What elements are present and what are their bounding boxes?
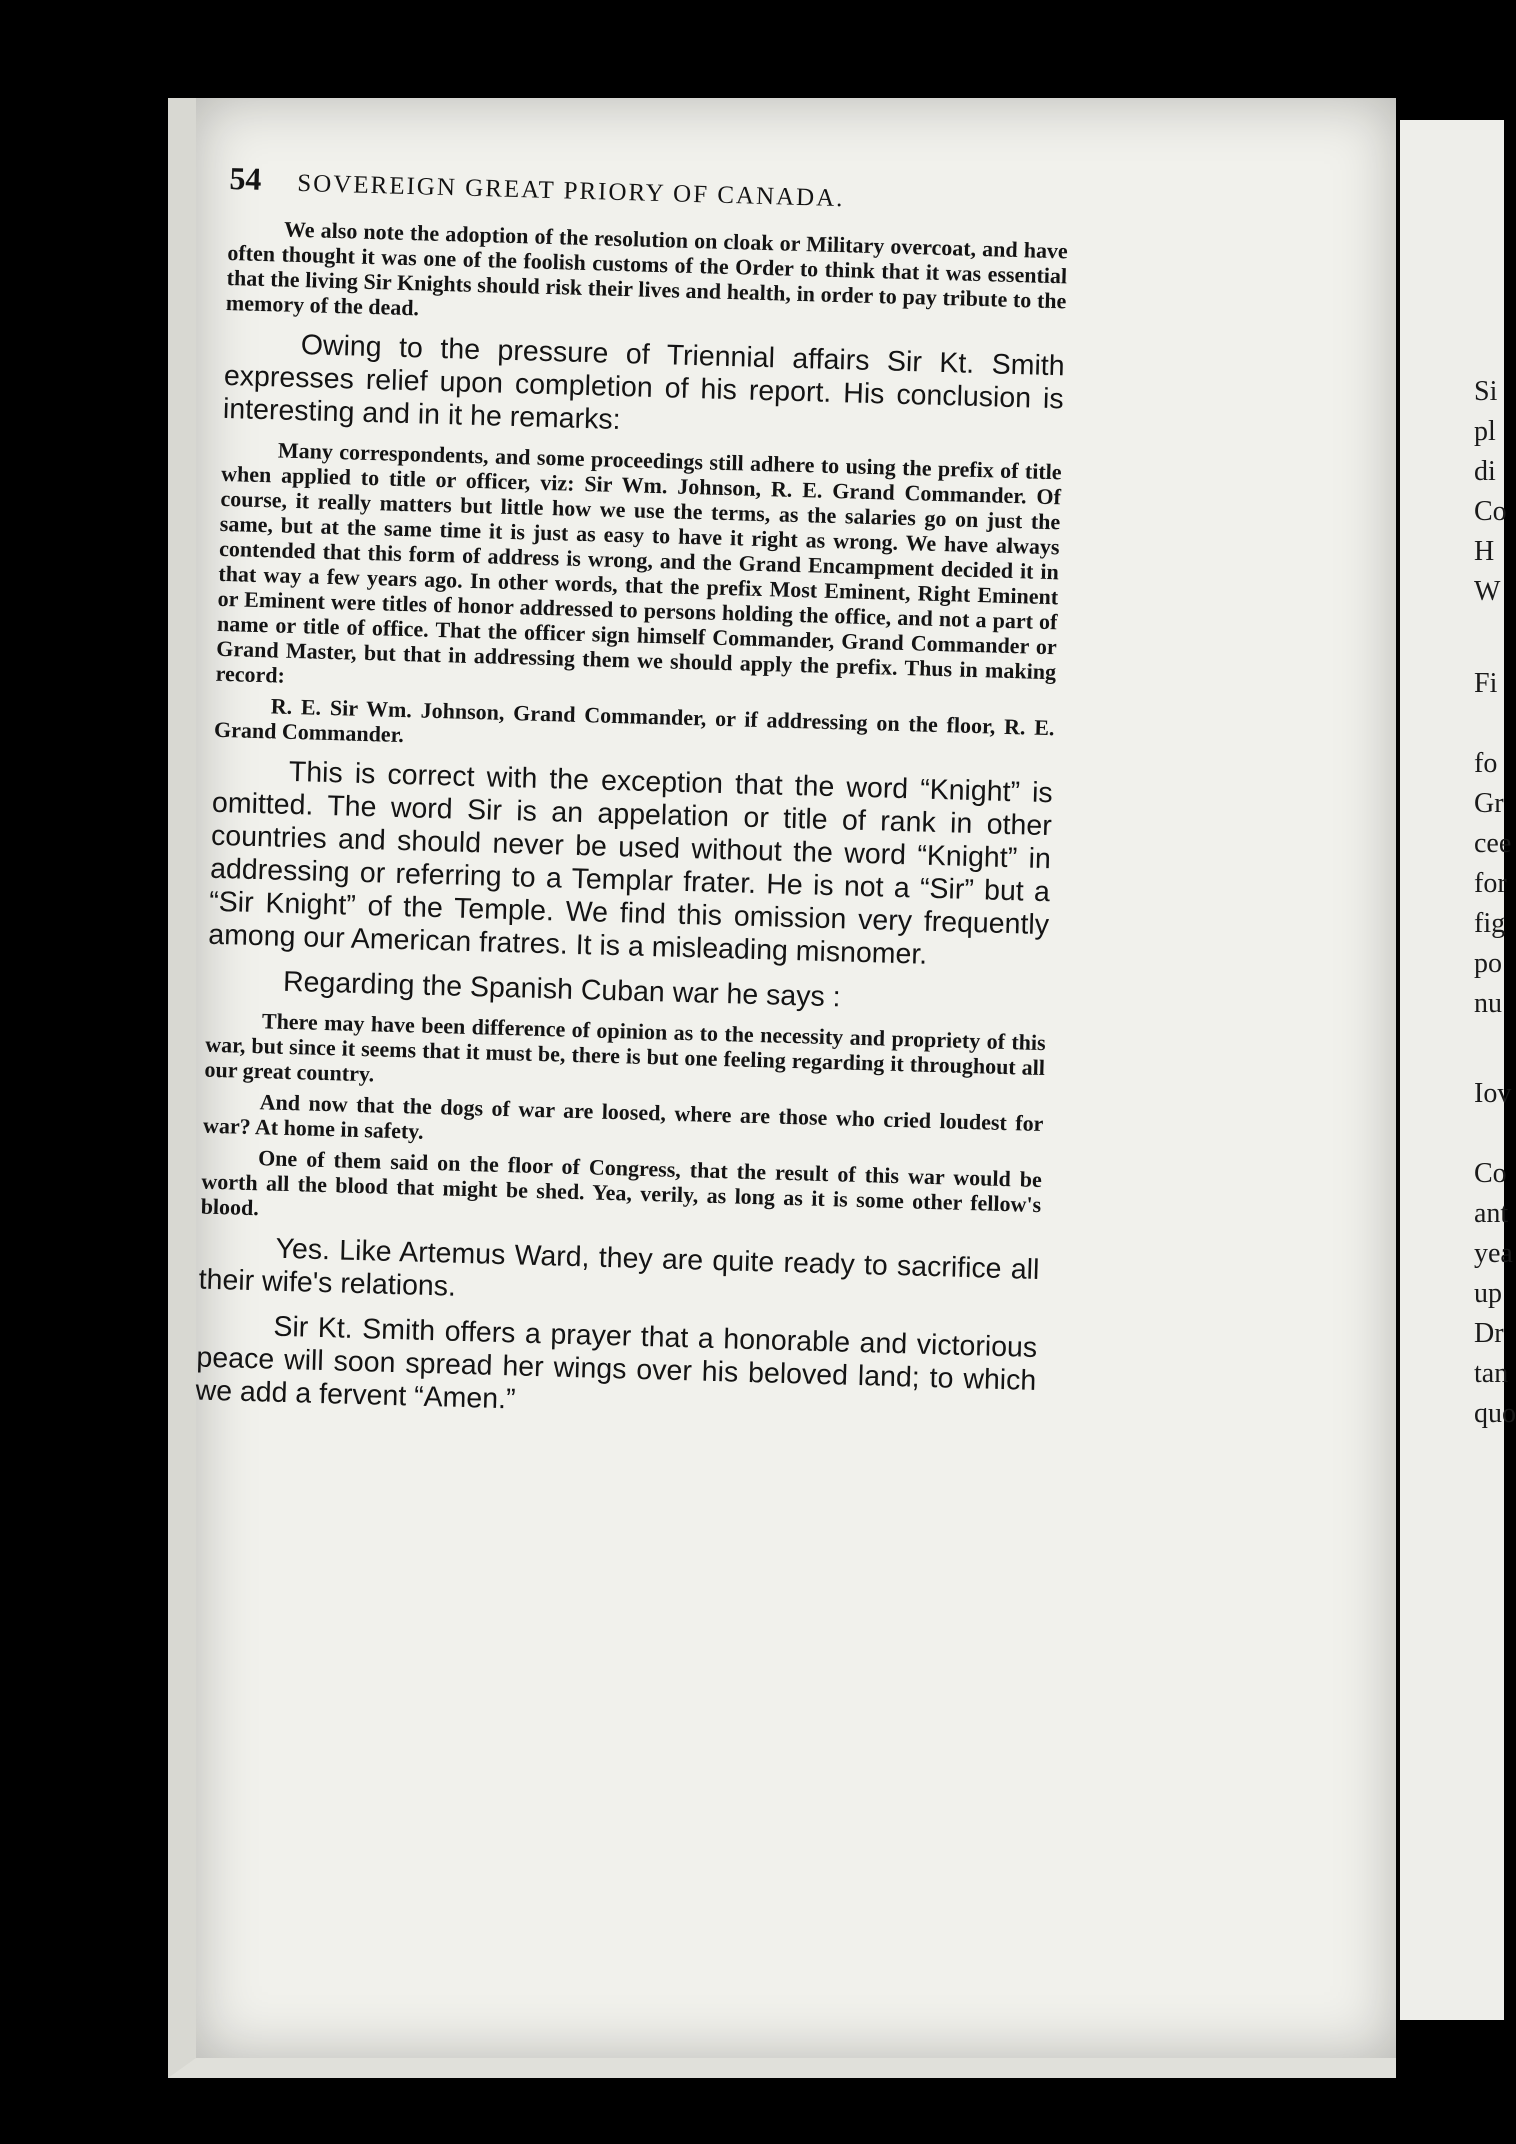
quote-war-opinion: There may have been difference of opinion as to the necessity and propriety of this war, but since it seems that it must be, there is but one feeling regarding it throughout all our great country. [204,1008,1047,1087]
fragment: fo [1474,748,1498,779]
paragraph-prayer: Sir Kt. Smith offers a prayer that a honorable and victorious peace will soon spread her wings over his beloved land; to which we add a fervent “Amen.” [195,1310,1038,1416]
fragment: ant [1474,1198,1509,1229]
fragment: quo [1474,1398,1516,1429]
fragment: Dr [1474,1318,1504,1349]
quote-example-record: R. E. Sir Wm. Johnson, Grand Commander, or if addressing on the floor, R. E. Grand Commander. [213,693,1055,748]
fragment: Co [1474,496,1507,527]
fragment: po [1474,948,1502,979]
fragment: di [1474,456,1496,487]
paragraph-cloak-resolution: We also note the adoption of the resolution on cloak or Military overcoat, and have often thought it was one of the foolish customs of the Order to think that it was essential that the living Sir Knights should risk their lives and health, in order to pay tribute to the memory of the dead. [225,216,1069,321]
fragment: for [1474,868,1507,899]
fragment: up [1474,1278,1502,1309]
running-title: SOVEREIGN GREAT PRIORY OF CANADA. [296,169,845,213]
quote-dogs-of-war: And now that the dogs of war are loosed, where are those who cried loudest for war? At home in safety. [202,1089,1044,1144]
fragment: Co [1474,1158,1507,1189]
adjacent-page-edge [1400,120,1516,2020]
paragraph-cuban-war-intro: Regarding the Spanish Cuban war he says : [282,965,841,1014]
fragment: H [1474,536,1495,567]
fragment: Gr [1474,788,1504,819]
page-text [195,160,1070,1441]
paragraph-triennial-affairs: Owing to the pressure of Triennial affairs Sir Kt. Smith expresses relief upon completion of his report. His conclusion is interesting and in it he remarks: [222,329,1066,436]
fragment: cee [1474,828,1512,859]
fragment: W [1474,576,1501,607]
quote-correspondents: Many correspondents, and some proceedings still adhere to using the prefix of title when applied to title or officer, viz: Sir Wm. Johnson, R. E. Grand Commander. Of course, it really matters but little how we use the terms, as the salaries go on just the same, but at the same time it is just as easy to have it right as wrong. We have always contended that this form of address is wrong, and the Grand Encampment decided it in that way a few years ago. In other words, that the prefix Most Eminent, Right Eminent or Eminent were titles of honor addressed to persons holding the office, and not a part of name or title of office. That the officer sign himself Commander, Grand Commander or Grand Master, but that in addressing them we should apply the prefix. Thus in making record: [215,437,1062,688]
paragraph-knight-omitted: This is correct with the exception that the word “Knight” is omitted. The word Sir is an appelation or title of rank in other countries and should never be used without the word “Knight” in addressing or referring to a Templar frater. He is not a “Sir” but a “Sir Knight” of the Temple. We find this omission very frequently among our American fratres. It is a misleading misnomer. [207,755,1054,971]
fragment: yea [1474,1238,1513,1269]
fragment: Si [1474,376,1498,407]
fragment: Iov [1474,1078,1512,1109]
quote-congress: One of them said on the floor of Congress, that the result of this war would be worth all the blood that might be shed. Yea, verily, as long as it is some other fellow's blood. [200,1145,1043,1221]
fragment: fig [1474,908,1506,939]
fragment: nu [1474,988,1502,1019]
page-number: 54 [228,160,262,197]
fragment: pl [1474,416,1496,447]
fragment: tan [1474,1358,1509,1389]
fragment: Fi [1474,668,1498,699]
paragraph-artemus-ward: Yes. Like Artemus Ward, they are quite ready to sacrifice all their wife's relations. [198,1232,1040,1303]
